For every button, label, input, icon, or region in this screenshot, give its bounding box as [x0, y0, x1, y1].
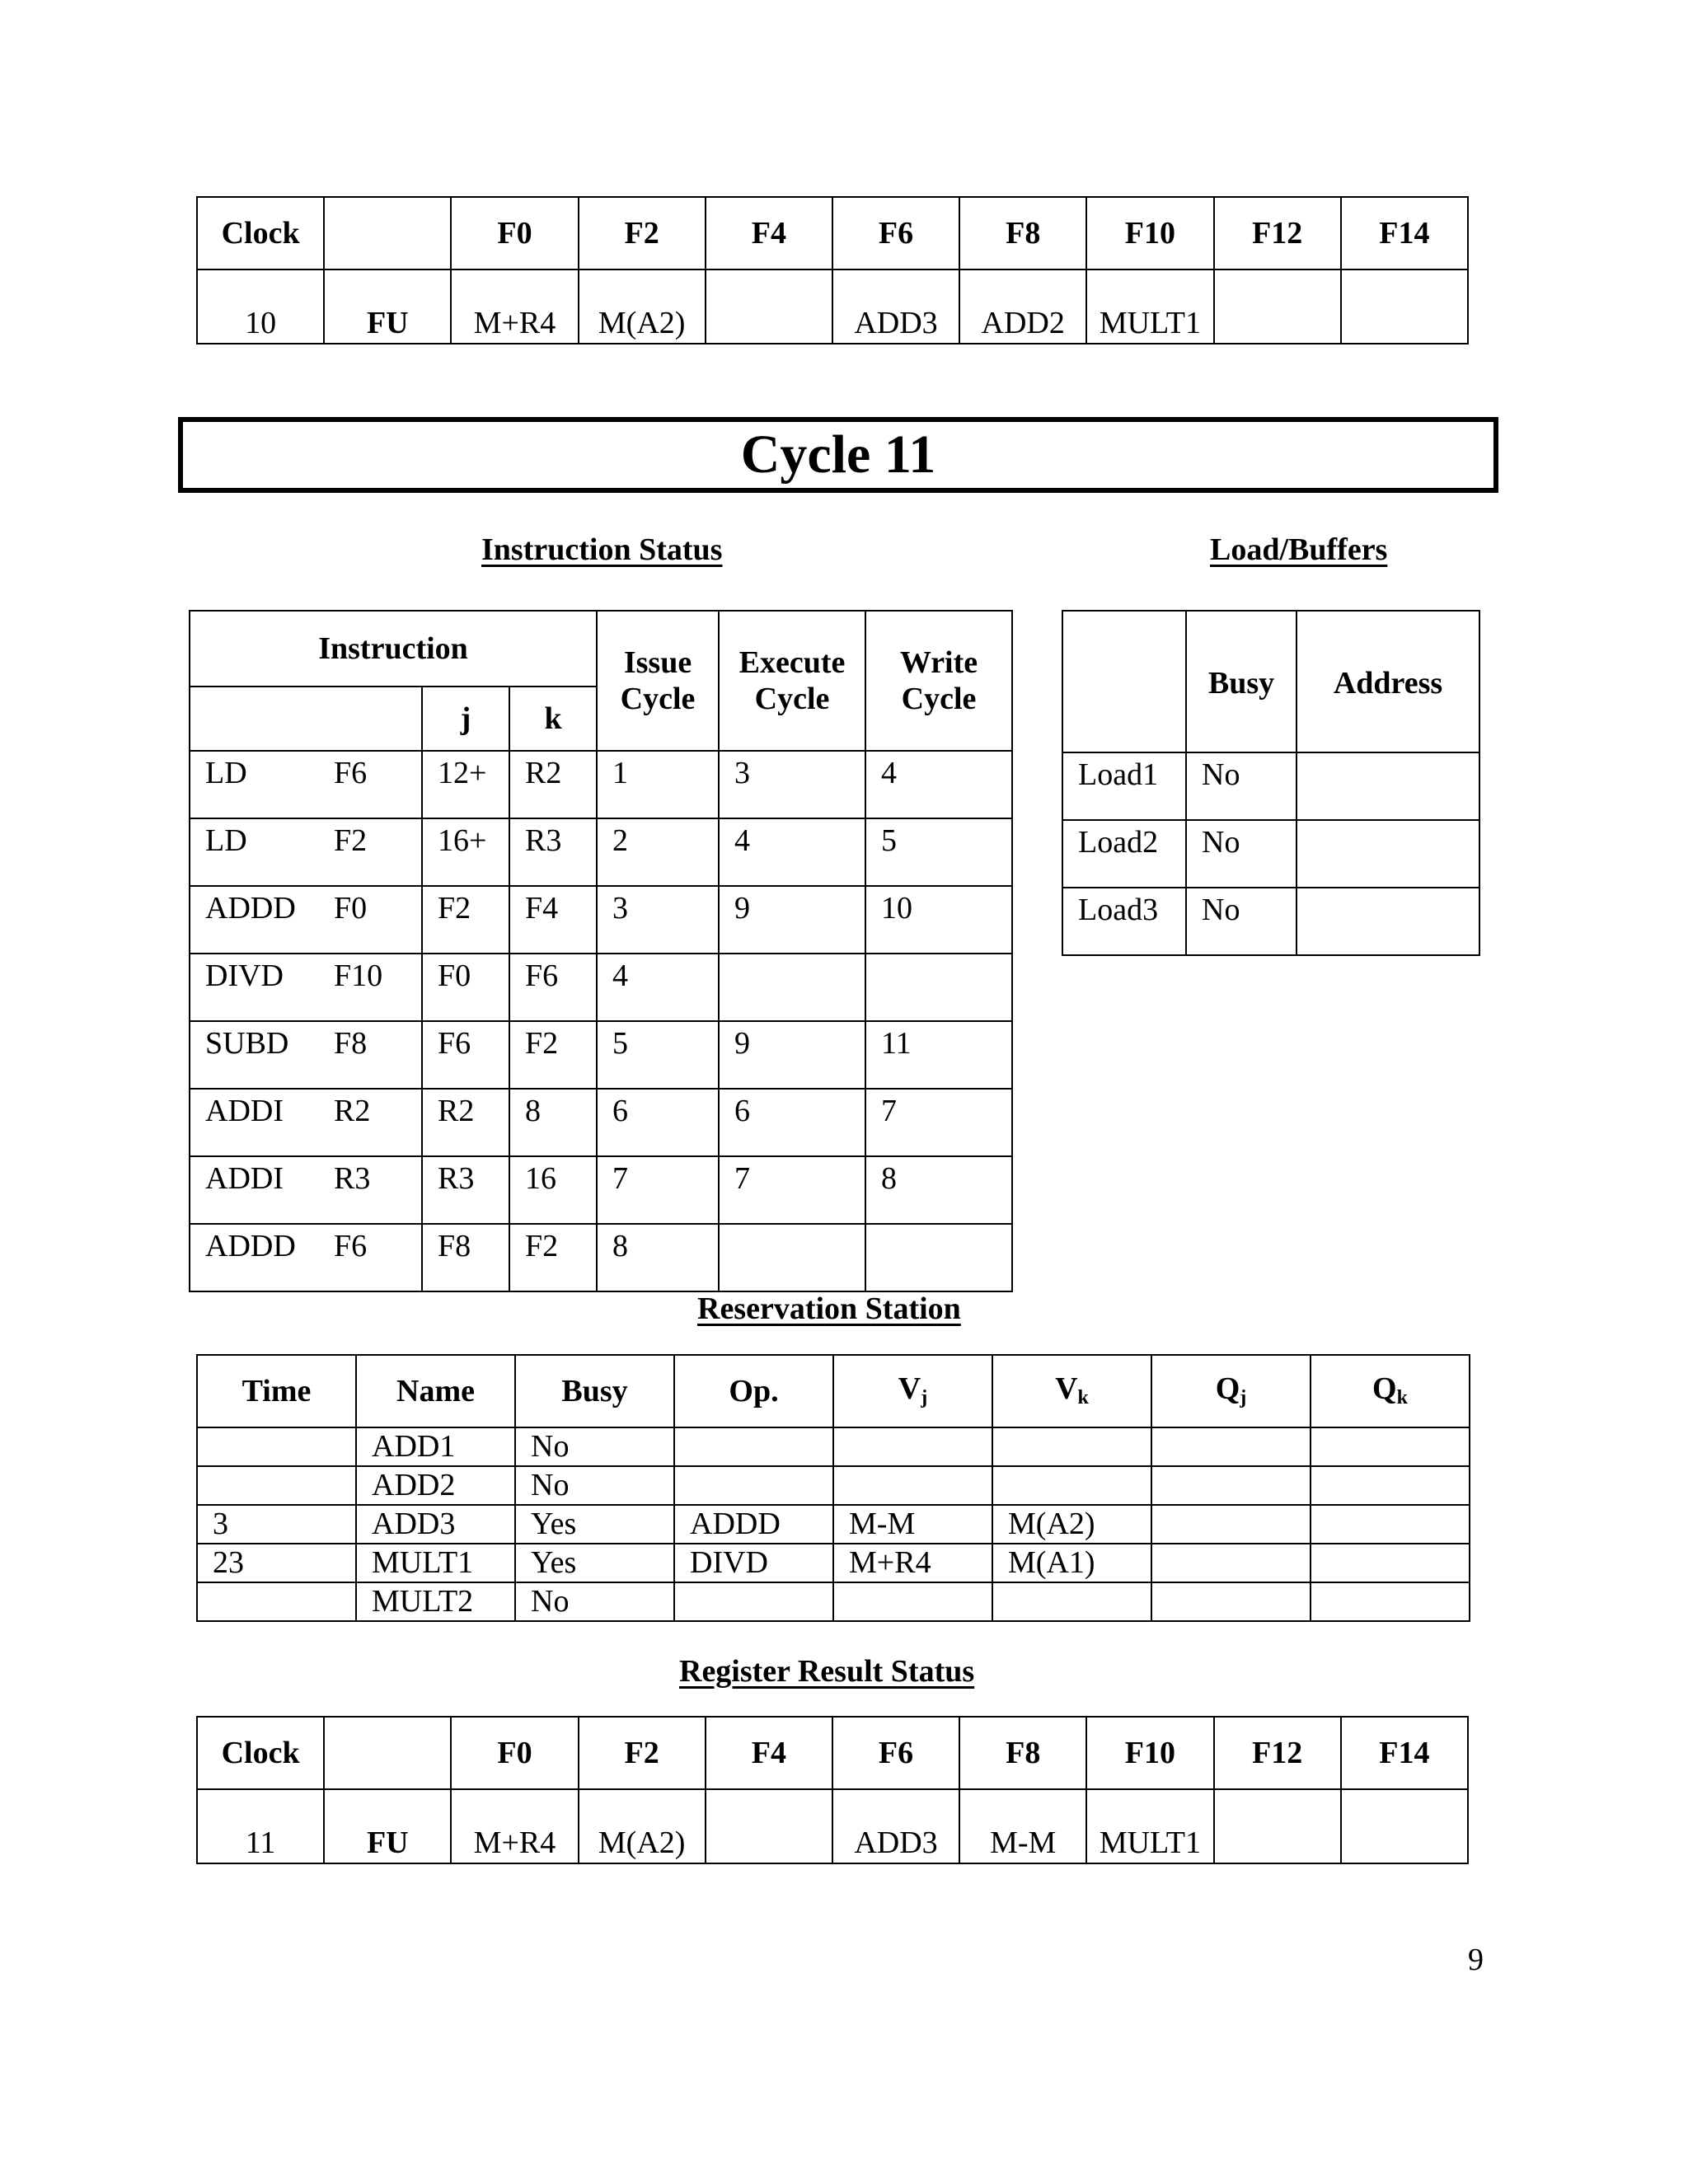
instruction-cell [190, 1021, 422, 1089]
load-name-cell: Load3 [1062, 888, 1186, 955]
rs-busy-cell: Yes [515, 1544, 674, 1582]
k-cell: R3 [509, 818, 597, 886]
issue-cell: 4 [597, 954, 719, 1021]
instruction-op: LD [205, 756, 247, 790]
reg-header: F12 [1214, 1717, 1341, 1789]
rs-busy-cell: No [515, 1582, 674, 1621]
reg-value: ADD3 [832, 269, 959, 344]
instruction-cell [190, 886, 422, 954]
vj-subscript: j [921, 1387, 928, 1408]
blank-header [1062, 611, 1186, 752]
instruction-dest: R2 [334, 1094, 371, 1128]
instruction-dest: F6 [334, 1229, 368, 1263]
reg-value: MULT1 [1086, 269, 1213, 344]
instruction-dest: F6 [334, 756, 368, 790]
fu-label: FU [324, 269, 451, 344]
reservation-row [197, 1505, 1470, 1544]
reg-value [706, 1789, 832, 1863]
rs-busy-cell: No [515, 1427, 674, 1466]
execute-cell: 9 [719, 1021, 865, 1089]
execute-cell [719, 954, 865, 1021]
instruction-row [190, 886, 1012, 954]
execute-cell [719, 1224, 865, 1291]
k-cell: F6 [509, 954, 597, 1021]
top-register-table [196, 196, 1469, 344]
write-cycle-header: Write Cycle [865, 611, 1012, 751]
instruction-cell [190, 1156, 422, 1224]
reg-value: MULT1 [1086, 1789, 1213, 1863]
load-name-cell: Load2 [1062, 820, 1186, 888]
reg-value [1341, 1789, 1468, 1863]
reg-value: M(A2) [579, 1789, 706, 1863]
execute-cell: 9 [719, 886, 865, 954]
blank-header [324, 197, 451, 269]
reg-value: ADD3 [832, 1789, 959, 1863]
issue-cycle-header: Issue Cycle [597, 611, 719, 751]
reg-header: F4 [706, 1717, 832, 1789]
instruction-op: LD [205, 823, 247, 858]
qk-subscript: k [1396, 1387, 1408, 1408]
rs-vj-cell [833, 1466, 992, 1505]
load-address-cell [1296, 752, 1479, 820]
reg-value: M-M [959, 1789, 1086, 1863]
reservation-row [197, 1427, 1470, 1466]
issue-cell: 3 [597, 886, 719, 954]
instruction-row [190, 954, 1012, 1021]
clock-header: Clock [197, 197, 324, 269]
j-cell: F0 [422, 954, 509, 1021]
rs-name-cell: ADD2 [356, 1466, 515, 1505]
vk-label: V [1055, 1371, 1078, 1406]
instruction-cell [190, 954, 422, 1021]
rs-name-cell: MULT1 [356, 1544, 515, 1582]
reg-header: F10 [1086, 197, 1213, 269]
vk-subscript: k [1077, 1387, 1089, 1408]
load-busy-cell: No [1186, 752, 1296, 820]
rs-vk-cell [992, 1582, 1151, 1621]
reg-header: F2 [579, 1717, 706, 1789]
qj-header [1151, 1355, 1311, 1427]
j-header: j [422, 687, 509, 751]
instruction-row [190, 1021, 1012, 1089]
instruction-status-heading: Instruction Status [481, 532, 723, 567]
reg-header: F6 [832, 197, 959, 269]
rs-vj-cell: M+R4 [833, 1544, 992, 1582]
op-header: Op. [674, 1355, 833, 1427]
instruction-dest: F8 [334, 1026, 368, 1061]
issue-cell: 1 [597, 751, 719, 818]
rs-vk-cell: M(A2) [992, 1505, 1151, 1544]
qk-header [1311, 1355, 1470, 1427]
reg-header: F8 [959, 1717, 1086, 1789]
rs-op-cell [674, 1582, 833, 1621]
rs-vk-cell [992, 1466, 1151, 1505]
rs-qj-cell [1151, 1427, 1311, 1466]
qj-subscript: j [1240, 1387, 1247, 1408]
reg-header: F8 [959, 197, 1086, 269]
rs-time-cell [197, 1427, 356, 1466]
issue-cell: 6 [597, 1089, 719, 1156]
reservation-row [197, 1582, 1470, 1621]
issue-cell: 7 [597, 1156, 719, 1224]
j-cell: 12+ [422, 751, 509, 818]
j-cell: F2 [422, 886, 509, 954]
time-header: Time [197, 1355, 356, 1427]
write-cell: 10 [865, 886, 1012, 954]
clock-header: Clock [197, 1717, 324, 1789]
rs-vk-cell [992, 1427, 1151, 1466]
rs-vj-cell: M-M [833, 1505, 992, 1544]
instruction-op: ADDD [205, 891, 296, 926]
j-cell: 16+ [422, 818, 509, 886]
reservation-row [197, 1466, 1470, 1505]
load-buffer-row [1062, 888, 1479, 955]
qk-label: Q [1372, 1371, 1397, 1406]
reg-header: F10 [1086, 1717, 1213, 1789]
instruction-header: Instruction [190, 611, 597, 687]
rs-qk-cell [1311, 1505, 1470, 1544]
rs-time-cell: 23 [197, 1544, 356, 1582]
rs-time-cell [197, 1582, 356, 1621]
k-cell: 8 [509, 1089, 597, 1156]
instruction-dest: R3 [334, 1161, 371, 1196]
clock-value: 11 [197, 1789, 324, 1863]
instruction-op: ADDI [205, 1161, 284, 1196]
execute-cell: 4 [719, 818, 865, 886]
instruction-cell [190, 1089, 422, 1156]
rs-busy-cell: Yes [515, 1505, 674, 1544]
name-header: Name [356, 1355, 515, 1427]
reg-header: F14 [1341, 1717, 1468, 1789]
write-cell: 7 [865, 1089, 1012, 1156]
execute-cycle-header: Execute Cycle [719, 611, 865, 751]
rs-vj-cell [833, 1582, 992, 1621]
write-cell: 5 [865, 818, 1012, 886]
instruction-op: SUBD [205, 1026, 289, 1061]
rs-qk-cell [1311, 1582, 1470, 1621]
reg-value [1214, 1789, 1341, 1863]
instruction-row [190, 1089, 1012, 1156]
write-cell: 11 [865, 1021, 1012, 1089]
reg-value [706, 269, 832, 344]
load-address-cell [1296, 820, 1479, 888]
execute-cell: 6 [719, 1089, 865, 1156]
write-cell: 4 [865, 751, 1012, 818]
reg-header: F0 [451, 197, 578, 269]
instruction-cell [190, 751, 422, 818]
reservation-row [197, 1544, 1470, 1582]
j-cell: R3 [422, 1156, 509, 1224]
instruction-op: DIVD [205, 958, 284, 993]
vj-label: V [898, 1371, 921, 1406]
reg-value: M+R4 [451, 269, 578, 344]
load-buffer-row [1062, 752, 1479, 820]
busy-header: Busy [515, 1355, 674, 1427]
instruction-op: ADDD [205, 1229, 296, 1263]
execute-cell: 7 [719, 1156, 865, 1224]
rs-name-cell: MULT2 [356, 1582, 515, 1621]
instruction-cell [190, 818, 422, 886]
rs-time-cell [197, 1466, 356, 1505]
fu-label: FU [324, 1789, 451, 1863]
instruction-row [190, 751, 1012, 818]
load-buffers-heading: Load/Buffers [1210, 532, 1388, 567]
reg-header: F2 [579, 197, 706, 269]
rs-busy-cell: No [515, 1466, 674, 1505]
load-busy-cell: No [1186, 820, 1296, 888]
register-result-status-table [196, 1716, 1469, 1864]
instruction-row [190, 1156, 1012, 1224]
issue-cell: 8 [597, 1224, 719, 1291]
rs-name-cell: ADD1 [356, 1427, 515, 1466]
rs-qj-cell [1151, 1544, 1311, 1582]
blank-header [324, 1717, 451, 1789]
reg-header: F4 [706, 197, 832, 269]
cycle-title: Cycle 11 [178, 417, 1498, 493]
rs-qj-cell [1151, 1505, 1311, 1544]
load-address-cell [1296, 888, 1479, 955]
execute-cell: 3 [719, 751, 865, 818]
clock-value: 10 [197, 269, 324, 344]
vk-header [992, 1355, 1151, 1427]
instruction-op: ADDI [205, 1094, 284, 1128]
reg-value: ADD2 [959, 269, 1086, 344]
rs-name-cell: ADD3 [356, 1505, 515, 1544]
rs-time-cell: 3 [197, 1505, 356, 1544]
reg-value [1341, 269, 1468, 344]
rs-qk-cell [1311, 1544, 1470, 1582]
instruction-status-table [189, 610, 1013, 1292]
rs-op-cell [674, 1427, 833, 1466]
j-cell: F6 [422, 1021, 509, 1089]
j-cell: R2 [422, 1089, 509, 1156]
reg-header: F12 [1214, 197, 1341, 269]
k-cell: F4 [509, 886, 597, 954]
k-cell: F2 [509, 1021, 597, 1089]
j-cell: F8 [422, 1224, 509, 1291]
k-cell: 16 [509, 1156, 597, 1224]
k-header: k [509, 687, 597, 751]
issue-cell: 5 [597, 1021, 719, 1089]
load-buffer-row [1062, 820, 1479, 888]
register-result-status-heading: Register Result Status [679, 1654, 975, 1689]
qj-label: Q [1215, 1371, 1240, 1406]
load-busy-cell: No [1186, 888, 1296, 955]
rs-op-cell: DIVD [674, 1544, 833, 1582]
load-buffers-table [1062, 610, 1480, 956]
rs-op-cell [674, 1466, 833, 1505]
rs-vk-cell: M(A1) [992, 1544, 1151, 1582]
k-cell: R2 [509, 751, 597, 818]
reservation-station-table [196, 1354, 1470, 1622]
rs-qj-cell [1151, 1466, 1311, 1505]
instruction-row [190, 1224, 1012, 1291]
reg-value: M(A2) [579, 269, 706, 344]
rs-qk-cell [1311, 1427, 1470, 1466]
instruction-dest: F2 [334, 823, 368, 858]
issue-cell: 2 [597, 818, 719, 886]
reg-value [1214, 269, 1341, 344]
rs-op-cell: ADDD [674, 1505, 833, 1544]
rs-vj-cell [833, 1427, 992, 1466]
rs-qk-cell [1311, 1466, 1470, 1505]
reg-value: M+R4 [451, 1789, 578, 1863]
page-number: 9 [1468, 1943, 1484, 1977]
vj-header [833, 1355, 992, 1427]
reg-header: F6 [832, 1717, 959, 1789]
write-cell [865, 954, 1012, 1021]
reservation-station-heading: Reservation Station [697, 1291, 961, 1326]
instruction-row [190, 818, 1012, 886]
instruction-cell [190, 1224, 422, 1291]
reg-header: F14 [1341, 197, 1468, 269]
instruction-dest: F10 [334, 958, 383, 993]
instruction-dest: F0 [334, 891, 368, 926]
write-cell [865, 1224, 1012, 1291]
load-name-cell: Load1 [1062, 752, 1186, 820]
blank-header [190, 687, 422, 751]
reg-header: F0 [451, 1717, 578, 1789]
busy-header: Busy [1186, 611, 1296, 752]
rs-qj-cell [1151, 1582, 1311, 1621]
address-header: Address [1296, 611, 1479, 752]
write-cell: 8 [865, 1156, 1012, 1224]
k-cell: F2 [509, 1224, 597, 1291]
